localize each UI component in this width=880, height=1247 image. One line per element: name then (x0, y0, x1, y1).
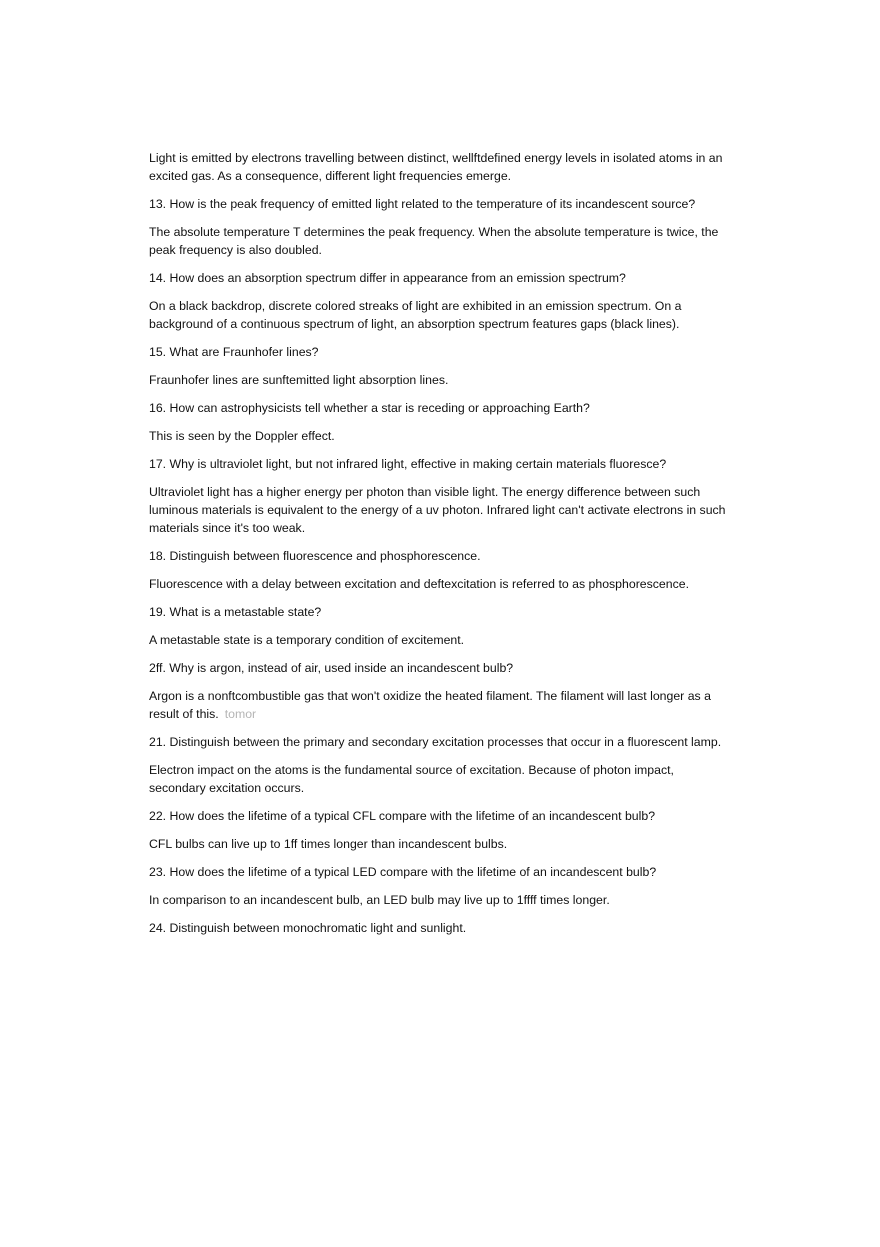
question-14: 14. How does an absorption spectrum differ in appearance from an emission spectrum? (149, 271, 626, 285)
document-page (149, 149, 734, 947)
answer-21: Electron impact on the atoms is the fundamental source of excitation. Because of photon impact, secondary excitation occurs. (149, 763, 674, 795)
answer-14: On a black backdrop, discrete colored streaks of light are exhibited in an emission spectrum. On a background of a continuous spectrum of light, an absorption spectrum features gaps (black lines). (149, 299, 682, 331)
question-15: 15. What are Fraunhofer lines? (149, 345, 319, 359)
answer-22: CFL bulbs can live up to 1ff times longer than incandescent bulbs. (149, 837, 508, 851)
answer-13: The absolute temperature T determines the peak frequency. When the absolute temperature is twice, the peak frequency is also doubled. (149, 225, 719, 257)
question-18: 18. Distinguish between fluorescence and phosphorescence. (149, 549, 481, 563)
answer-20-text: Argon is a nonftcombustible gas that won't oxidize the heated filament. The filament will last longer as a result of this. (149, 689, 711, 721)
question-23: 23. How does the lifetime of a typical LED compare with the lifetime of an incandescent bulb? (149, 865, 657, 879)
question-24: 24. Distinguish between monochromatic light and sunlight. (149, 921, 467, 935)
question-22: 22. How does the lifetime of a typical CFL compare with the lifetime of an incandescent bulb? (149, 809, 656, 823)
answer-16: This is seen by the Doppler effect. (149, 429, 335, 443)
question-20: 2ff. Why is argon, instead of air, used inside an incandescent bulb? (149, 661, 514, 675)
answer-15: Fraunhofer lines are sunftemitted light absorption lines. (149, 373, 449, 387)
question-21: 21. Distinguish between the primary and secondary excitation processes that occur in a fluorescent lamp. (149, 735, 722, 749)
answer-23: In comparison to an incandescent bulb, an LED bulb may live up to 1ffff times longer. (149, 893, 610, 907)
watermark-text: tomor (224, 707, 257, 721)
answer-18: Fluorescence with a delay between excitation and deftexcitation is referred to as phosphorescence. (149, 577, 690, 591)
answer-19: A metastable state is a temporary condition of excitement. (149, 633, 465, 647)
intro-paragraph: Light is emitted by electrons travelling between distinct, wellftdefined energy levels in isolated atoms in an excited gas. As a consequence, different light frequencies emerge. (149, 151, 723, 183)
question-13: 13. How is the peak frequency of emitted light related to the temperature of its incandescent source? (149, 197, 696, 211)
question-16: 16. How can astrophysicists tell whether a star is receding or approaching Earth? (149, 401, 590, 415)
question-17: 17. Why is ultraviolet light, but not infrared light, effective in making certain materials fluoresce? (149, 457, 667, 471)
question-19: 19. What is a metastable state? (149, 605, 322, 619)
answer-20 (149, 687, 734, 723)
answer-17: Ultraviolet light has a higher energy per photon than visible light. The energy difference between such luminous materials is equivalent to the energy of a uv photon. Infrared light can't activate electrons in such materials since it's too weak. (149, 485, 726, 535)
